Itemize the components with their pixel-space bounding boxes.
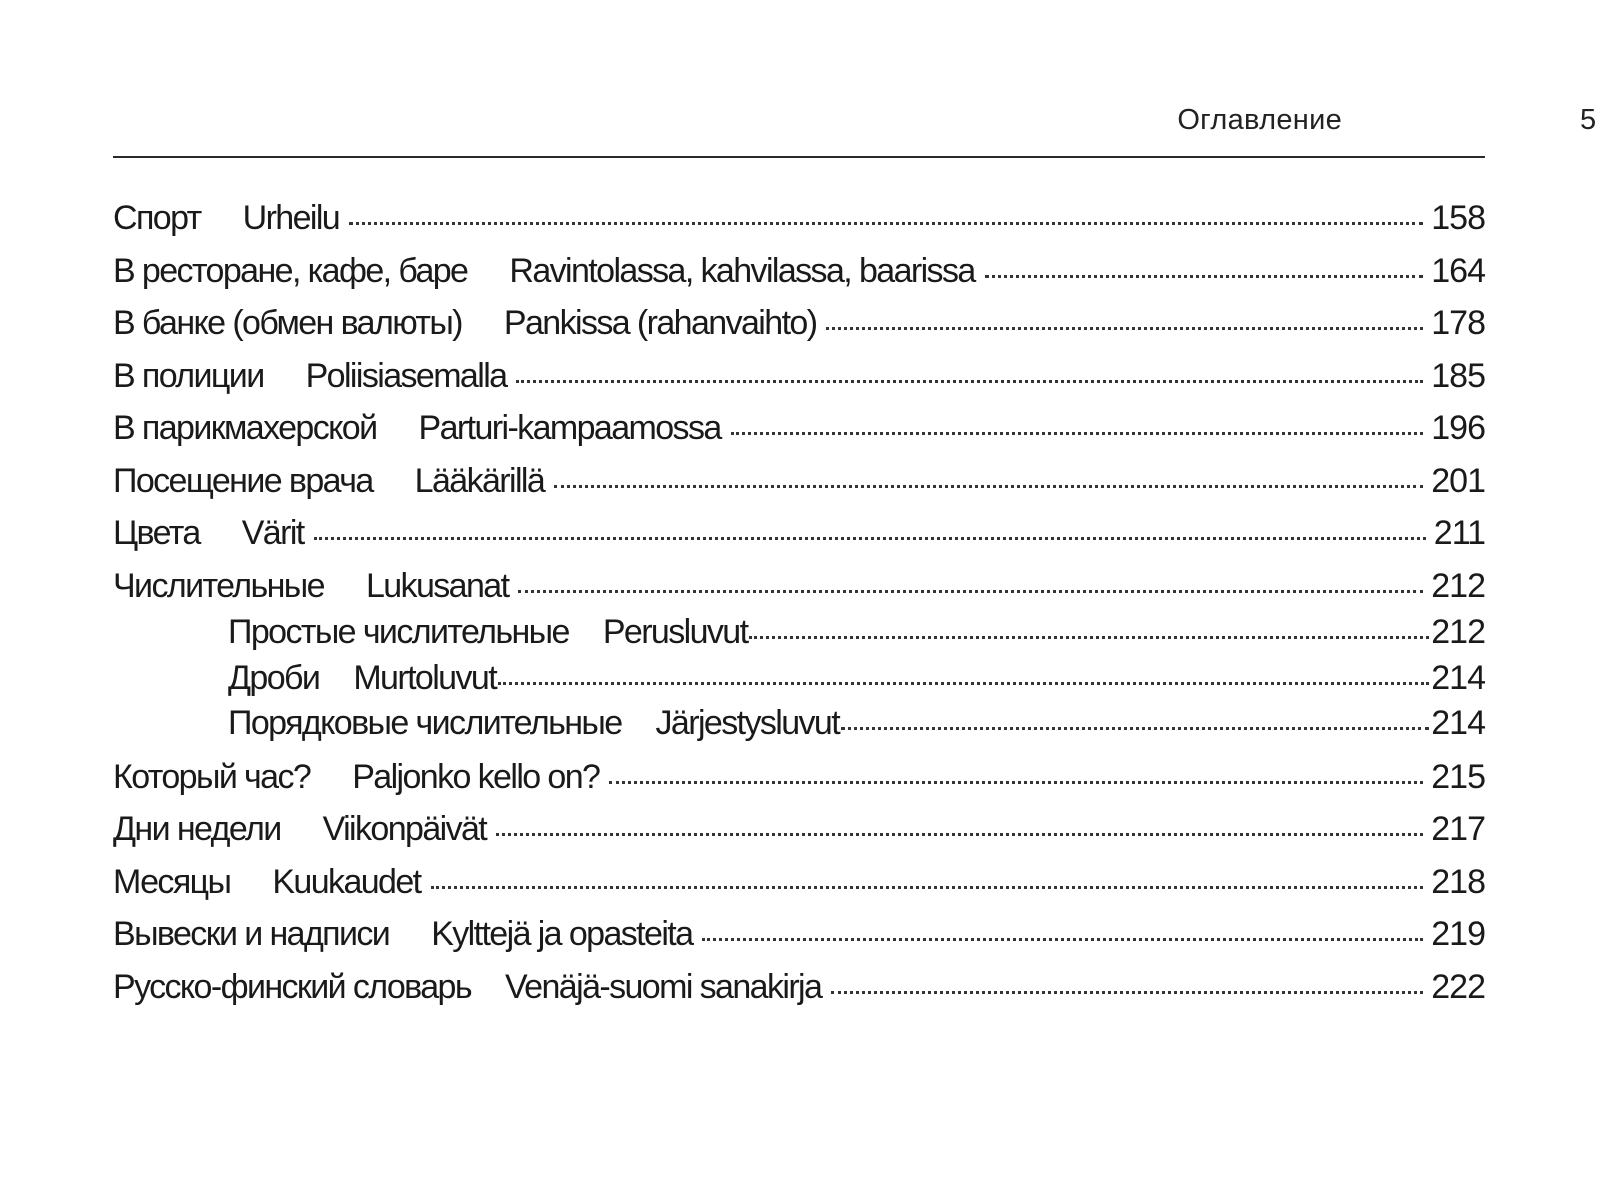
toc-entry-fi-title: Paljonko kello on? — [352, 757, 600, 796]
toc-entry-ru-title: Цвета — [113, 514, 200, 552]
dot-leader — [749, 636, 1429, 639]
toc-entry-fi-title: Ravintolassa, kahvilassa, baarissa — [509, 251, 975, 290]
toc-entry-ru-title: Порядковые числительные — [228, 704, 622, 742]
toc-entry-page: 219 — [1431, 915, 1485, 953]
toc-entry-page: 211 — [1433, 514, 1485, 552]
dot-leader — [314, 537, 1426, 540]
toc-entry-restaurant[interactable] — [113, 251, 1485, 304]
dot-leader — [431, 886, 1424, 889]
toc-entry-ru-title: В парикмахерской — [113, 409, 377, 447]
toc-entry-ru-title: Русско-финский словарь — [113, 967, 471, 1006]
toc-entry-fi-title: Parturi-kampaamossa — [418, 409, 721, 447]
toc-subentry-cardinal[interactable] — [113, 612, 1485, 658]
dot-leader — [554, 485, 1423, 488]
toc-entry-fi-title: Urheilu — [242, 199, 340, 237]
toc-entry-doctor[interactable] — [113, 461, 1485, 514]
toc-entry-signs[interactable] — [113, 914, 1485, 967]
toc-entry-page: 196 — [1431, 409, 1485, 447]
toc-entry-ru-title: Который час? — [113, 757, 311, 796]
toc-entry-fi-title: Värit — [241, 514, 304, 552]
toc-entry-page: 215 — [1431, 757, 1485, 796]
toc-entry-fi-title: Poliisiasemalla — [305, 356, 507, 395]
dot-leader — [516, 380, 1423, 383]
toc-entry-page: 214 — [1431, 658, 1485, 697]
running-head — [0, 104, 1600, 144]
toc-entry-ru-title: В банке (обмен валюты) — [113, 304, 462, 342]
toc-entry-page: 214 — [1431, 704, 1485, 742]
dot-leader — [985, 275, 1424, 278]
toc-entry-page: 201 — [1431, 461, 1485, 500]
toc-entry-ru-title: Вывески и надписи — [113, 915, 390, 953]
toc-entry-ru-title: Дроби — [228, 658, 320, 697]
toc-entry-ru-title: Посещение врача — [113, 461, 373, 500]
toc-entry-hairdresser[interactable] — [113, 408, 1485, 461]
toc-entry-dictionary[interactable] — [113, 967, 1485, 1020]
dot-leader — [731, 432, 1424, 435]
toc-entry-bank[interactable] — [113, 303, 1485, 356]
toc-entry-ru-title: Спорт — [113, 199, 201, 237]
toc-entry-police[interactable] — [113, 356, 1485, 409]
toc-entry-ru-title: В ресторане, кафе, баре — [113, 251, 468, 290]
dot-leader — [518, 590, 1423, 593]
toc-entry-fi-title: Kuukaudet — [272, 862, 421, 901]
toc-entry-page: 212 — [1431, 613, 1485, 651]
toc-entry-page: 218 — [1431, 862, 1485, 901]
toc-entry-numerals[interactable] — [113, 566, 1485, 619]
running-title: Оглавление — [1177, 104, 1342, 136]
dot-leader — [609, 781, 1423, 784]
toc-entry-page: 212 — [1431, 566, 1485, 605]
toc-entry-sport[interactable] — [113, 198, 1485, 251]
dot-leader — [496, 833, 1423, 836]
toc-subentry-ordinal[interactable] — [113, 703, 1485, 749]
page-number: 5 — [1580, 104, 1597, 136]
dot-leader — [702, 938, 1423, 941]
toc-entry-ru-title: Числительные — [113, 566, 324, 605]
toc-entry-ru-title: Простые числительные — [228, 613, 569, 651]
toc-entry-page: 222 — [1431, 967, 1485, 1006]
toc-entry-fi-title: Kylttejä ja opasteita — [431, 915, 693, 953]
toc-entry-fi-title: Järjestysluvut — [655, 704, 840, 742]
dot-leader — [498, 682, 1429, 685]
toc-entry-fi-title: Venäjä-suomi sanakirja — [504, 967, 822, 1006]
dot-leader — [841, 727, 1429, 730]
toc-entry-ru-title: Месяцы — [113, 862, 231, 901]
toc-entry-time[interactable] — [113, 757, 1485, 810]
dot-leader — [826, 327, 1423, 330]
header-rule — [113, 156, 1485, 158]
toc-subentry-fractions[interactable] — [113, 658, 1485, 704]
toc-entry-page: 178 — [1431, 304, 1485, 342]
toc-entry-page: 217 — [1431, 810, 1485, 848]
toc-entry-fi-title: Pankissa (rahanvaihto) — [503, 304, 817, 342]
toc-entry-months[interactable] — [113, 862, 1485, 915]
dot-leader — [831, 991, 1423, 994]
toc-entry-page: 158 — [1431, 199, 1485, 237]
toc-entry-fi-title: Murtoluvut — [353, 658, 497, 697]
table-of-contents — [113, 198, 1485, 1019]
toc-entry-page: 164 — [1431, 251, 1485, 290]
toc-entry-page: 185 — [1431, 356, 1485, 395]
toc-entry-ru-title: В полиции — [113, 356, 264, 395]
toc-entry-colors[interactable] — [113, 513, 1485, 566]
toc-entry-fi-title: Viikonpäivät — [322, 810, 487, 848]
toc-entry-fi-title: Lukusanat — [365, 566, 509, 605]
toc-entry-fi-title: Perusluvut — [602, 613, 748, 651]
toc-entry-weekdays[interactable] — [113, 809, 1485, 862]
toc-entry-fi-title: Lääkärillä — [414, 461, 545, 500]
dot-leader — [349, 222, 1423, 225]
toc-entry-ru-title: Дни недели — [113, 810, 281, 848]
